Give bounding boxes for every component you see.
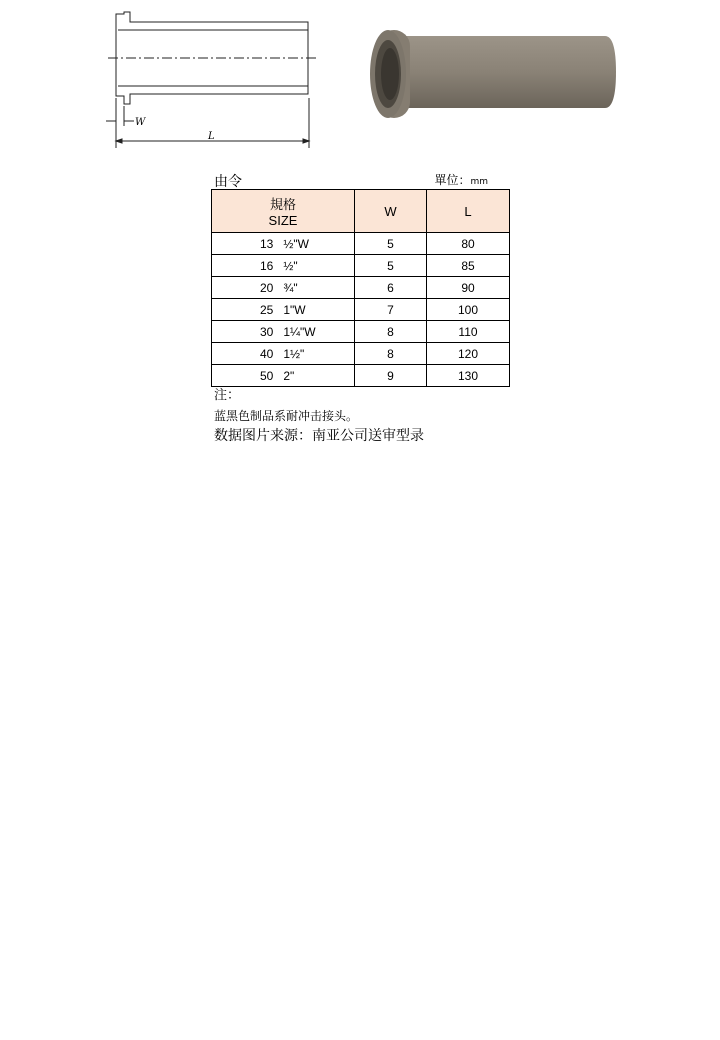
header-l: L [427,190,510,233]
cell-l: 120 [427,343,510,365]
unit-value: mm [470,177,488,187]
cell-l: 100 [427,299,510,321]
dimension-label-l: L [208,131,215,142]
header-size [212,190,355,233]
header-w: W [355,190,427,233]
cell-size: 50 2" [212,365,355,387]
cell-l: 90 [427,277,510,299]
cell-l: 110 [427,321,510,343]
cell-size: 25 1"W [212,299,355,321]
source-text: 数据图片来源：南亚公司送审型录 [214,428,424,444]
table-header-row [212,190,510,233]
cell-size: 16 ½" [212,255,355,277]
notes-block [214,386,424,446]
dimension-label-w: W [135,117,146,128]
table-row [212,255,510,277]
table-row [212,233,510,255]
cell-size: 13 ½"W [212,233,355,255]
cell-w: 9 [355,365,427,387]
cell-l: 85 [427,255,510,277]
table-row [212,343,510,365]
note-text: 蓝黑色制品系耐冲击接头。 [214,409,359,423]
cell-w: 8 [355,343,427,365]
product-photo [360,24,635,124]
cell-w: 5 [355,233,427,255]
cell-size: 20 ¾" [212,277,355,299]
product-title: 由令 [214,174,242,190]
header-size-line2: SIZE [268,213,298,228]
table-row [212,299,510,321]
cell-size: 30 1¼"W [212,321,355,343]
table-row [212,277,510,299]
cell-l: 80 [427,233,510,255]
unit-prefix: 單位： [434,173,471,187]
cell-l: 130 [427,365,510,387]
table-caption [214,170,510,190]
cell-w: 8 [355,321,427,343]
spec-table [211,189,510,387]
note-label: 注： [214,388,241,403]
table-row [212,365,510,387]
header-size-line1: 規格 [269,197,296,212]
table-row [212,321,510,343]
technical-drawing [104,8,324,158]
cell-size: 40 1½" [212,343,355,365]
cell-w: 6 [355,277,427,299]
cell-w: 7 [355,299,427,321]
cell-w: 5 [355,255,427,277]
unit-label [434,171,488,188]
